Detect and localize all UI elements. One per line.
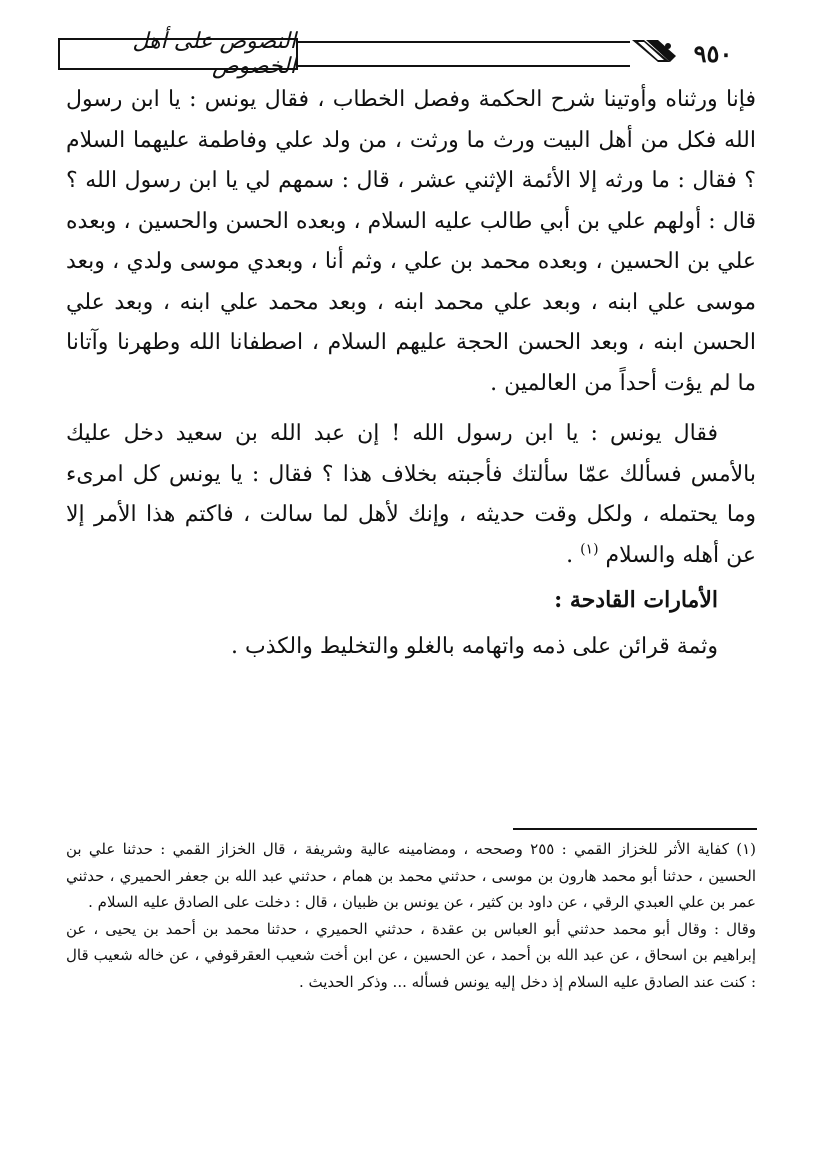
paragraph-2: [66, 414, 756, 576]
footnotes: [66, 836, 756, 995]
footnote-1-continued: وقال : وقال أبو محمد حدثني أبو العباس بن عقدة ، حدثني الحميري ، حدثنا محمد بن أحمد بن يحيى ، عن إبراهيم بن اسحاق ، عن عبد الله بن أحمد ، عن الحسين ، عن ابن أخت شعيب العقرقوفي ، عن خاله شعيب قال : كنت عند الصادق عليه السلام إذ دخل إليه يونس فسأله ... وذكر الحديث .: [66, 919, 756, 991]
book-title-box: [58, 29, 298, 79]
running-header: [58, 29, 748, 79]
main-text: [66, 80, 756, 667]
footnote-reference: (١): [580, 541, 599, 558]
section-heading: الأمارات القادحة :: [554, 587, 718, 613]
footnote-1: (١) كفاية الأثر للخزاز القمي : ٢٥٥ وصححه ، ومضامينه عالية وشريفة ، قال الخزاز القمي : حدثنا علي بن الحسين ، حدثنا أبو محمد هارون بن موسى ، حدثني محمد بن همام ، حدثني عبد الله بن جعفر الحميري ، حدثني عمر بن علي العبدي الرقي ، عن داود بن كثير ، عن يونس بن ظبيان ، قال : دخلت على الصادق عليه السلام .: [66, 840, 756, 911]
paragraph-1: فإنا ورثناه وأوتينا شرح الحكمة وفصل الخطاب ، فقال يونس : يا ابن رسول الله فكل من أهل البيت ورث ما ورثت ، من ولد علي وفاطمة عليهما السلام ؟ فقال : ما ورثه إلا الأئمة الإثني عشر ، قال : سمهم لي يا ابن رسول الله ؟ قال : أولهم علي بن أبي طالب عليه السلام ، وبعده الحسن والحسين ، وبعده علي بن الحسين ، وبعده محمد بن علي ، وثم أنا ، وبعدي موسى ولدي ، وبعد موسى علي ابنه ، وبعد علي محمد ابنه ، وبعد محمد علي ابنه ، وبعد علي الحسن ابنه ، وبعد الحسن الحجة عليهم السلام ، اصطفانا الله وطهرنا وآتانا ما لم يؤت أحداً من العالمين .: [66, 87, 756, 396]
book-title: النصوص على أهل الخصوص: [132, 29, 296, 79]
ornament-icon: [630, 36, 678, 70]
header-rule: [298, 41, 630, 67]
paragraph-2-end: .: [566, 542, 574, 568]
footnote-separator: [513, 828, 757, 830]
section-paragraph: وثمة قرائن على ذمه واتهامه بالغلو والتخليط والكذب .: [231, 633, 718, 659]
paragraph-2-text: فقال يونس : يا ابن رسول الله ! إن عبد الله بن سعيد دخل عليك بالأمس فسألك عمّا سألتك فأجبته بخلاف هذا ؟ فقال : يا يونس كل امرىء وما يحتمله ، ولكل وقت حديثه ، وإنك لأهل لما سالت ، فاكتم هذا الأمر إلا عن أهله والسلام: [66, 421, 756, 568]
page-number: ٩٥٠: [693, 38, 733, 68]
